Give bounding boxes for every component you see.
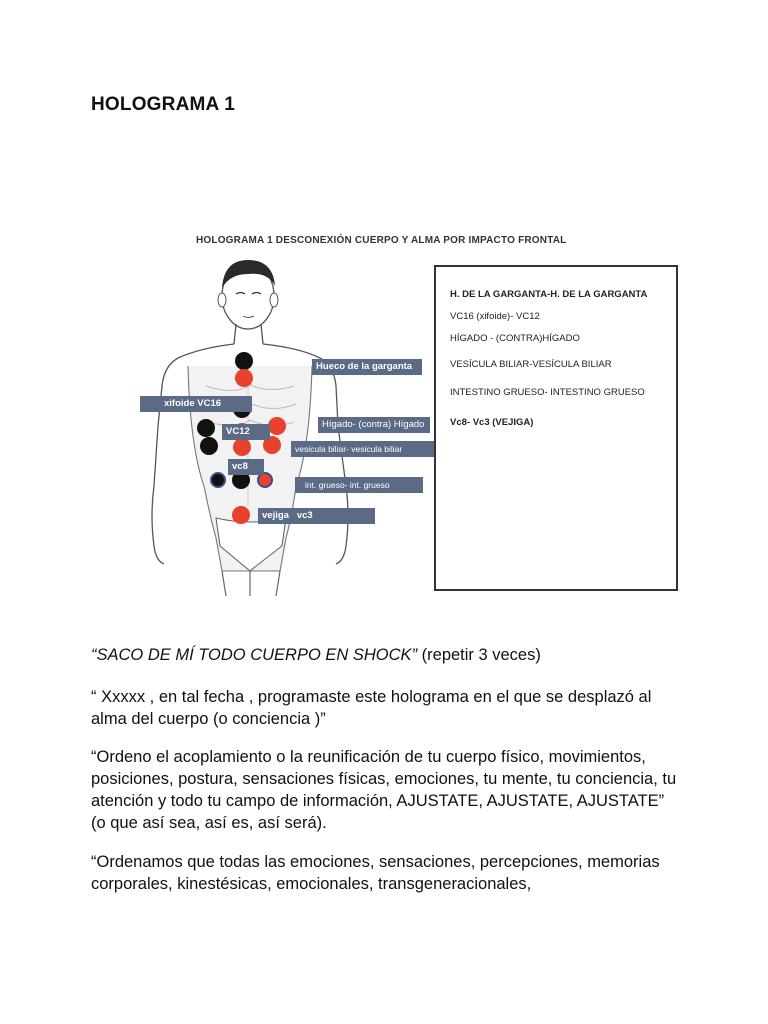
label-vesicula: vesicula biliar- vesicula biliar [291,441,435,457]
paragraph-program: “ Xxxxx , en tal fecha , programaste este holograma en el que se desplazó al alma del cuerpo (o conciencia )” [91,688,652,728]
label-vc8: vc8 [228,459,264,475]
legend-line: HÍGADO - (CONTRA)HÍGADO [450,333,580,344]
paragraph-ordeno: “Ordeno el acoplamiento o la reunificación de tu cuerpo físico, movimientos, posiciones, postura, sensaciones físicas, emociones, tu mente, tu conciencia, tu atención y todo tu campo de información, AJUSTATE, AJUSTATE, AJUSTATE” (o que así sea, así es, así será). [91,748,677,832]
paragraph-ordenamos: “Ordenamos que todas las emociones, sensaciones, percepciones, memorias corporales, kinestésicas, emocionales, transgeneracionales, [91,853,660,893]
legend-line: INTESTINO GRUESO- INTESTINO GRUESO [450,387,645,398]
figure-caption: HOLOGRAMA 1 DESCONEXIÓN CUERPO Y ALMA POR IMPACTO FRONTAL [196,235,567,246]
point-intestino-left [211,473,225,487]
point-hueco-black [235,352,253,370]
repeat-note: (repetir 3 veces) [417,646,541,664]
point-higado-red [268,417,286,435]
label-vc12: VC12 [222,424,270,440]
point-vesicula-black [200,437,218,455]
hologram-figure [140,226,690,596]
point-higado-black [197,419,215,437]
label-vejiga: vejiga vc3 [258,508,375,524]
point-hueco-red [235,369,253,387]
legend-line: VC16 (xifoide)- VC12 [450,311,540,322]
page-title: HOLOGRAMA 1 [91,94,235,115]
point-vesicula-red-1 [233,438,251,456]
shock-phrase: “SACO DE MÍ TODO CUERPO EN SHOCK” [91,646,418,664]
label-higado: Hígado- (contra) Hígado [318,417,430,433]
legend-line: Vc8- Vc3 (VEJIGA) [450,417,534,428]
legend-box [434,265,678,591]
paragraph-shock [91,644,681,666]
label-hueco-garganta: Hueco de la garganta [312,359,422,375]
legend-line: H. DE LA GARGANTA-H. DE LA GARGANTA [450,289,648,300]
label-xifoide: xifoide VC16 [140,396,252,412]
point-intestino-right [258,473,272,487]
point-vejiga-red [232,506,250,524]
legend-line: VESÍCULA BILIAR-VESÍCULA BILIAR [450,359,612,370]
label-intestino: int. grueso- int. grueso [295,477,423,493]
